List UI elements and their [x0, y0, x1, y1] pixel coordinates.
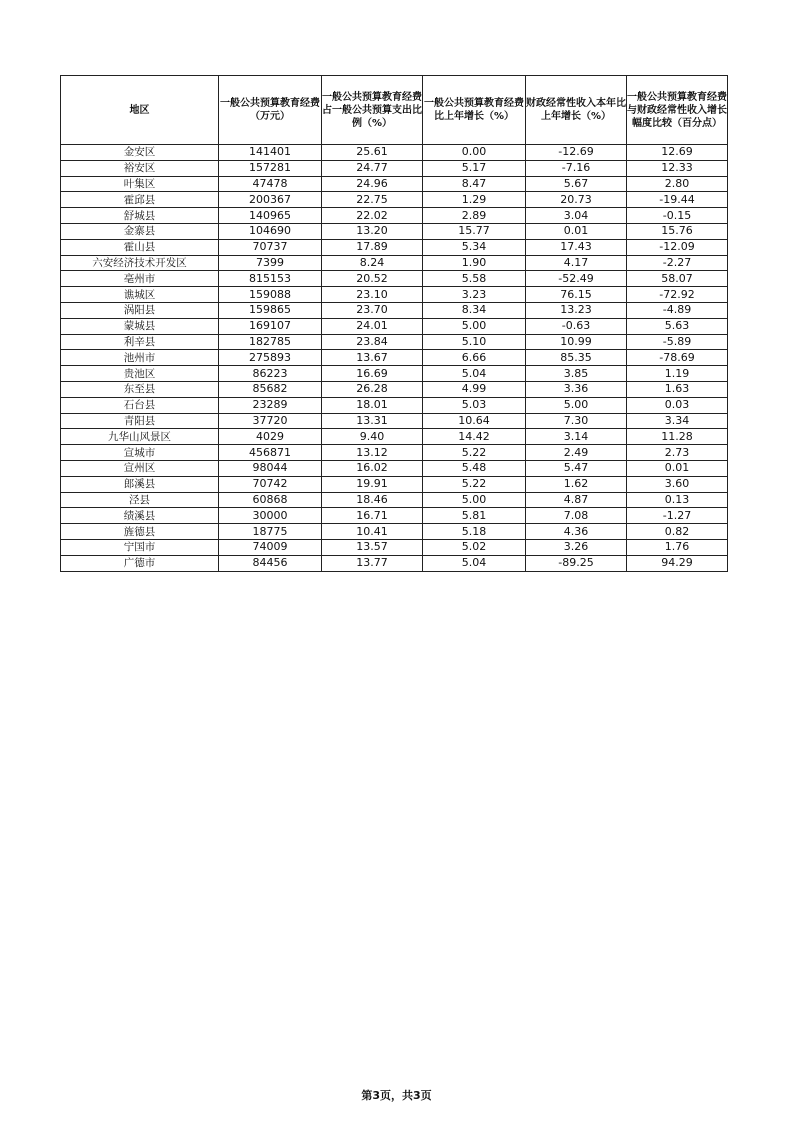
- table-row: [61, 555, 728, 571]
- cell-region: 霍山县: [61, 239, 219, 255]
- cell-funding-growth: 2.89: [423, 208, 526, 224]
- cell-share: 24.01: [322, 318, 423, 334]
- cell-revenue-growth: 13.23: [526, 302, 627, 318]
- cell-funding: 140965: [219, 208, 322, 224]
- cell-revenue-growth: 4.36: [526, 524, 627, 540]
- cell-region: 泾县: [61, 492, 219, 508]
- cell-region: 舒城县: [61, 208, 219, 224]
- table-row: [61, 445, 728, 461]
- cell-funding-growth: 5.22: [423, 445, 526, 461]
- cell-share: 23.10: [322, 287, 423, 303]
- cell-funding-growth: 1.90: [423, 255, 526, 271]
- cell-funding-growth: 15.77: [423, 223, 526, 239]
- cell-funding-growth: 14.42: [423, 429, 526, 445]
- cell-revenue-growth: 3.04: [526, 208, 627, 224]
- cell-share: 18.01: [322, 397, 423, 413]
- cell-funding: 23289: [219, 397, 322, 413]
- cell-funding: 159088: [219, 287, 322, 303]
- cell-revenue-growth: 76.15: [526, 287, 627, 303]
- cell-region: 池州市: [61, 350, 219, 366]
- cell-funding: 60868: [219, 492, 322, 508]
- cell-region: 金寨县: [61, 223, 219, 239]
- header-revenue-growth: 财政经常性收入本年比上年增长（%）: [526, 76, 627, 145]
- cell-share: 9.40: [322, 429, 423, 445]
- cell-region: 东至县: [61, 381, 219, 397]
- cell-funding: 169107: [219, 318, 322, 334]
- cell-comparison: -0.15: [627, 208, 728, 224]
- cell-comparison: -78.69: [627, 350, 728, 366]
- cell-comparison: -72.92: [627, 287, 728, 303]
- cell-comparison: 12.33: [627, 160, 728, 176]
- cell-comparison: -2.27: [627, 255, 728, 271]
- education-funding-table: [60, 75, 728, 572]
- cell-comparison: 5.63: [627, 318, 728, 334]
- cell-comparison: 1.63: [627, 381, 728, 397]
- cell-comparison: -5.89: [627, 334, 728, 350]
- cell-comparison: 3.60: [627, 476, 728, 492]
- cell-funding-growth: 1.29: [423, 192, 526, 208]
- table-row: [61, 160, 728, 176]
- cell-revenue-growth: -52.49: [526, 271, 627, 287]
- cell-funding-growth: 5.00: [423, 492, 526, 508]
- cell-funding-growth: 0.00: [423, 145, 526, 161]
- cell-revenue-growth: 5.00: [526, 397, 627, 413]
- cell-share: 13.67: [322, 350, 423, 366]
- cell-revenue-growth: 4.87: [526, 492, 627, 508]
- cell-share: 16.69: [322, 366, 423, 382]
- table-row: [61, 192, 728, 208]
- cell-comparison: 15.76: [627, 223, 728, 239]
- table-row: [61, 208, 728, 224]
- cell-funding-growth: 5.81: [423, 508, 526, 524]
- table-row: [61, 145, 728, 161]
- cell-funding: 159865: [219, 302, 322, 318]
- cell-revenue-growth: 2.49: [526, 445, 627, 461]
- cell-region: 利辛县: [61, 334, 219, 350]
- cell-share: 24.77: [322, 160, 423, 176]
- cell-funding: 815153: [219, 271, 322, 287]
- table-row: [61, 223, 728, 239]
- table-row: [61, 334, 728, 350]
- cell-funding: 104690: [219, 223, 322, 239]
- cell-comparison: 58.07: [627, 271, 728, 287]
- cell-comparison: 94.29: [627, 555, 728, 571]
- cell-region: 宁国市: [61, 539, 219, 555]
- cell-revenue-growth: -89.25: [526, 555, 627, 571]
- cell-funding: 86223: [219, 366, 322, 382]
- cell-revenue-growth: 10.99: [526, 334, 627, 350]
- table-row: [61, 524, 728, 540]
- cell-comparison: -1.27: [627, 508, 728, 524]
- cell-funding: 84456: [219, 555, 322, 571]
- table-row: [61, 397, 728, 413]
- cell-funding-growth: 3.23: [423, 287, 526, 303]
- cell-comparison: 0.03: [627, 397, 728, 413]
- cell-region: 宣州区: [61, 460, 219, 476]
- table-row: [61, 287, 728, 303]
- table-row: [61, 318, 728, 334]
- cell-revenue-growth: 4.17: [526, 255, 627, 271]
- cell-region: 亳州市: [61, 271, 219, 287]
- cell-funding: 7399: [219, 255, 322, 271]
- cell-share: 25.61: [322, 145, 423, 161]
- cell-region: 郎溪县: [61, 476, 219, 492]
- cell-funding: 70737: [219, 239, 322, 255]
- header-funding-share: 一般公共预算教育经费占一般公共预算支出比例（%）: [322, 76, 423, 145]
- cell-region: 谯城区: [61, 287, 219, 303]
- header-region: 地区: [61, 76, 219, 145]
- cell-share: 22.75: [322, 192, 423, 208]
- table-row: [61, 239, 728, 255]
- cell-region: 涡阳县: [61, 302, 219, 318]
- cell-comparison: -19.44: [627, 192, 728, 208]
- cell-region: 霍邱县: [61, 192, 219, 208]
- cell-comparison: -4.89: [627, 302, 728, 318]
- cell-revenue-growth: 3.36: [526, 381, 627, 397]
- cell-funding-growth: 5.18: [423, 524, 526, 540]
- cell-region: 绩溪县: [61, 508, 219, 524]
- cell-revenue-growth: 3.26: [526, 539, 627, 555]
- cell-revenue-growth: 7.30: [526, 413, 627, 429]
- cell-region: 广德市: [61, 555, 219, 571]
- cell-funding-growth: 5.22: [423, 476, 526, 492]
- cell-share: 24.96: [322, 176, 423, 192]
- cell-share: 13.77: [322, 555, 423, 571]
- cell-funding: 200367: [219, 192, 322, 208]
- cell-funding-growth: 8.34: [423, 302, 526, 318]
- table-row: [61, 366, 728, 382]
- cell-funding: 456871: [219, 445, 322, 461]
- cell-share: 13.20: [322, 223, 423, 239]
- cell-share: 8.24: [322, 255, 423, 271]
- page-number: 第3页，共3页: [361, 1089, 432, 1102]
- cell-revenue-growth: -0.63: [526, 318, 627, 334]
- cell-region: 九华山风景区: [61, 429, 219, 445]
- cell-revenue-growth: 7.08: [526, 508, 627, 524]
- cell-funding: 74009: [219, 539, 322, 555]
- cell-share: 10.41: [322, 524, 423, 540]
- cell-region: 石台县: [61, 397, 219, 413]
- cell-share: 16.71: [322, 508, 423, 524]
- cell-funding-growth: 5.00: [423, 318, 526, 334]
- cell-region: 六安经济技术开发区: [61, 255, 219, 271]
- cell-share: 23.84: [322, 334, 423, 350]
- table-row: [61, 176, 728, 192]
- cell-revenue-growth: 17.43: [526, 239, 627, 255]
- table-row: [61, 413, 728, 429]
- cell-comparison: 1.76: [627, 539, 728, 555]
- cell-funding: 18775: [219, 524, 322, 540]
- cell-comparison: 0.13: [627, 492, 728, 508]
- cell-revenue-growth: 1.62: [526, 476, 627, 492]
- cell-revenue-growth: 5.47: [526, 460, 627, 476]
- header-funding-growth: 一般公共预算教育经费比上年增长（%）: [423, 76, 526, 145]
- table-row: [61, 302, 728, 318]
- cell-share: 17.89: [322, 239, 423, 255]
- table-header-row: [61, 76, 728, 145]
- cell-comparison: 2.73: [627, 445, 728, 461]
- table-row: [61, 492, 728, 508]
- cell-revenue-growth: 20.73: [526, 192, 627, 208]
- cell-revenue-growth: 3.14: [526, 429, 627, 445]
- cell-share: 23.70: [322, 302, 423, 318]
- cell-funding-growth: 5.58: [423, 271, 526, 287]
- cell-funding-growth: 5.03: [423, 397, 526, 413]
- cell-funding-growth: 5.34: [423, 239, 526, 255]
- cell-funding-growth: 5.17: [423, 160, 526, 176]
- cell-funding-growth: 5.04: [423, 366, 526, 382]
- cell-region: 叶集区: [61, 176, 219, 192]
- cell-comparison: 0.01: [627, 460, 728, 476]
- cell-funding-growth: 5.02: [423, 539, 526, 555]
- table-row: [61, 476, 728, 492]
- cell-funding: 85682: [219, 381, 322, 397]
- cell-funding: 70742: [219, 476, 322, 492]
- cell-share: 20.52: [322, 271, 423, 287]
- table-row: [61, 429, 728, 445]
- cell-revenue-growth: 3.85: [526, 366, 627, 382]
- cell-funding-growth: 5.04: [423, 555, 526, 571]
- table-row: [61, 460, 728, 476]
- cell-funding-growth: 5.10: [423, 334, 526, 350]
- cell-share: 13.57: [322, 539, 423, 555]
- cell-region: 金安区: [61, 145, 219, 161]
- cell-funding: 275893: [219, 350, 322, 366]
- cell-funding: 4029: [219, 429, 322, 445]
- cell-revenue-growth: 0.01: [526, 223, 627, 239]
- cell-funding-growth: 8.47: [423, 176, 526, 192]
- cell-region: 蒙城县: [61, 318, 219, 334]
- cell-comparison: 12.69: [627, 145, 728, 161]
- cell-region: 裕安区: [61, 160, 219, 176]
- cell-revenue-growth: 5.67: [526, 176, 627, 192]
- header-growth-comparison: 一般公共预算教育经费与财政经常性收入增长幅度比较（百分点）: [627, 76, 728, 145]
- table-row: [61, 539, 728, 555]
- cell-revenue-growth: -12.69: [526, 145, 627, 161]
- cell-share: 22.02: [322, 208, 423, 224]
- cell-share: 13.31: [322, 413, 423, 429]
- cell-region: 宣城市: [61, 445, 219, 461]
- cell-share: 13.12: [322, 445, 423, 461]
- cell-share: 19.91: [322, 476, 423, 492]
- cell-comparison: 11.28: [627, 429, 728, 445]
- cell-funding-growth: 4.99: [423, 381, 526, 397]
- header-education-funding: 一般公共预算教育经费（万元）: [219, 76, 322, 145]
- cell-funding-growth: 10.64: [423, 413, 526, 429]
- cell-region: 贵池区: [61, 366, 219, 382]
- table-row: [61, 381, 728, 397]
- table-row: [61, 255, 728, 271]
- cell-funding-growth: 6.66: [423, 350, 526, 366]
- cell-funding: 30000: [219, 508, 322, 524]
- cell-revenue-growth: 85.35: [526, 350, 627, 366]
- table-body: [61, 145, 728, 572]
- cell-funding: 37720: [219, 413, 322, 429]
- cell-funding: 98044: [219, 460, 322, 476]
- cell-comparison: 0.82: [627, 524, 728, 540]
- cell-funding: 141401: [219, 145, 322, 161]
- cell-share: 26.28: [322, 381, 423, 397]
- table-row: [61, 350, 728, 366]
- cell-funding: 47478: [219, 176, 322, 192]
- cell-revenue-growth: -7.16: [526, 160, 627, 176]
- cell-region: 青阳县: [61, 413, 219, 429]
- cell-funding-growth: 5.48: [423, 460, 526, 476]
- table-row: [61, 271, 728, 287]
- cell-region: 旌德县: [61, 524, 219, 540]
- cell-funding: 182785: [219, 334, 322, 350]
- cell-comparison: -12.09: [627, 239, 728, 255]
- cell-comparison: 2.80: [627, 176, 728, 192]
- cell-share: 16.02: [322, 460, 423, 476]
- cell-share: 18.46: [322, 492, 423, 508]
- cell-funding: 157281: [219, 160, 322, 176]
- cell-comparison: 3.34: [627, 413, 728, 429]
- cell-comparison: 1.19: [627, 366, 728, 382]
- table-row: [61, 508, 728, 524]
